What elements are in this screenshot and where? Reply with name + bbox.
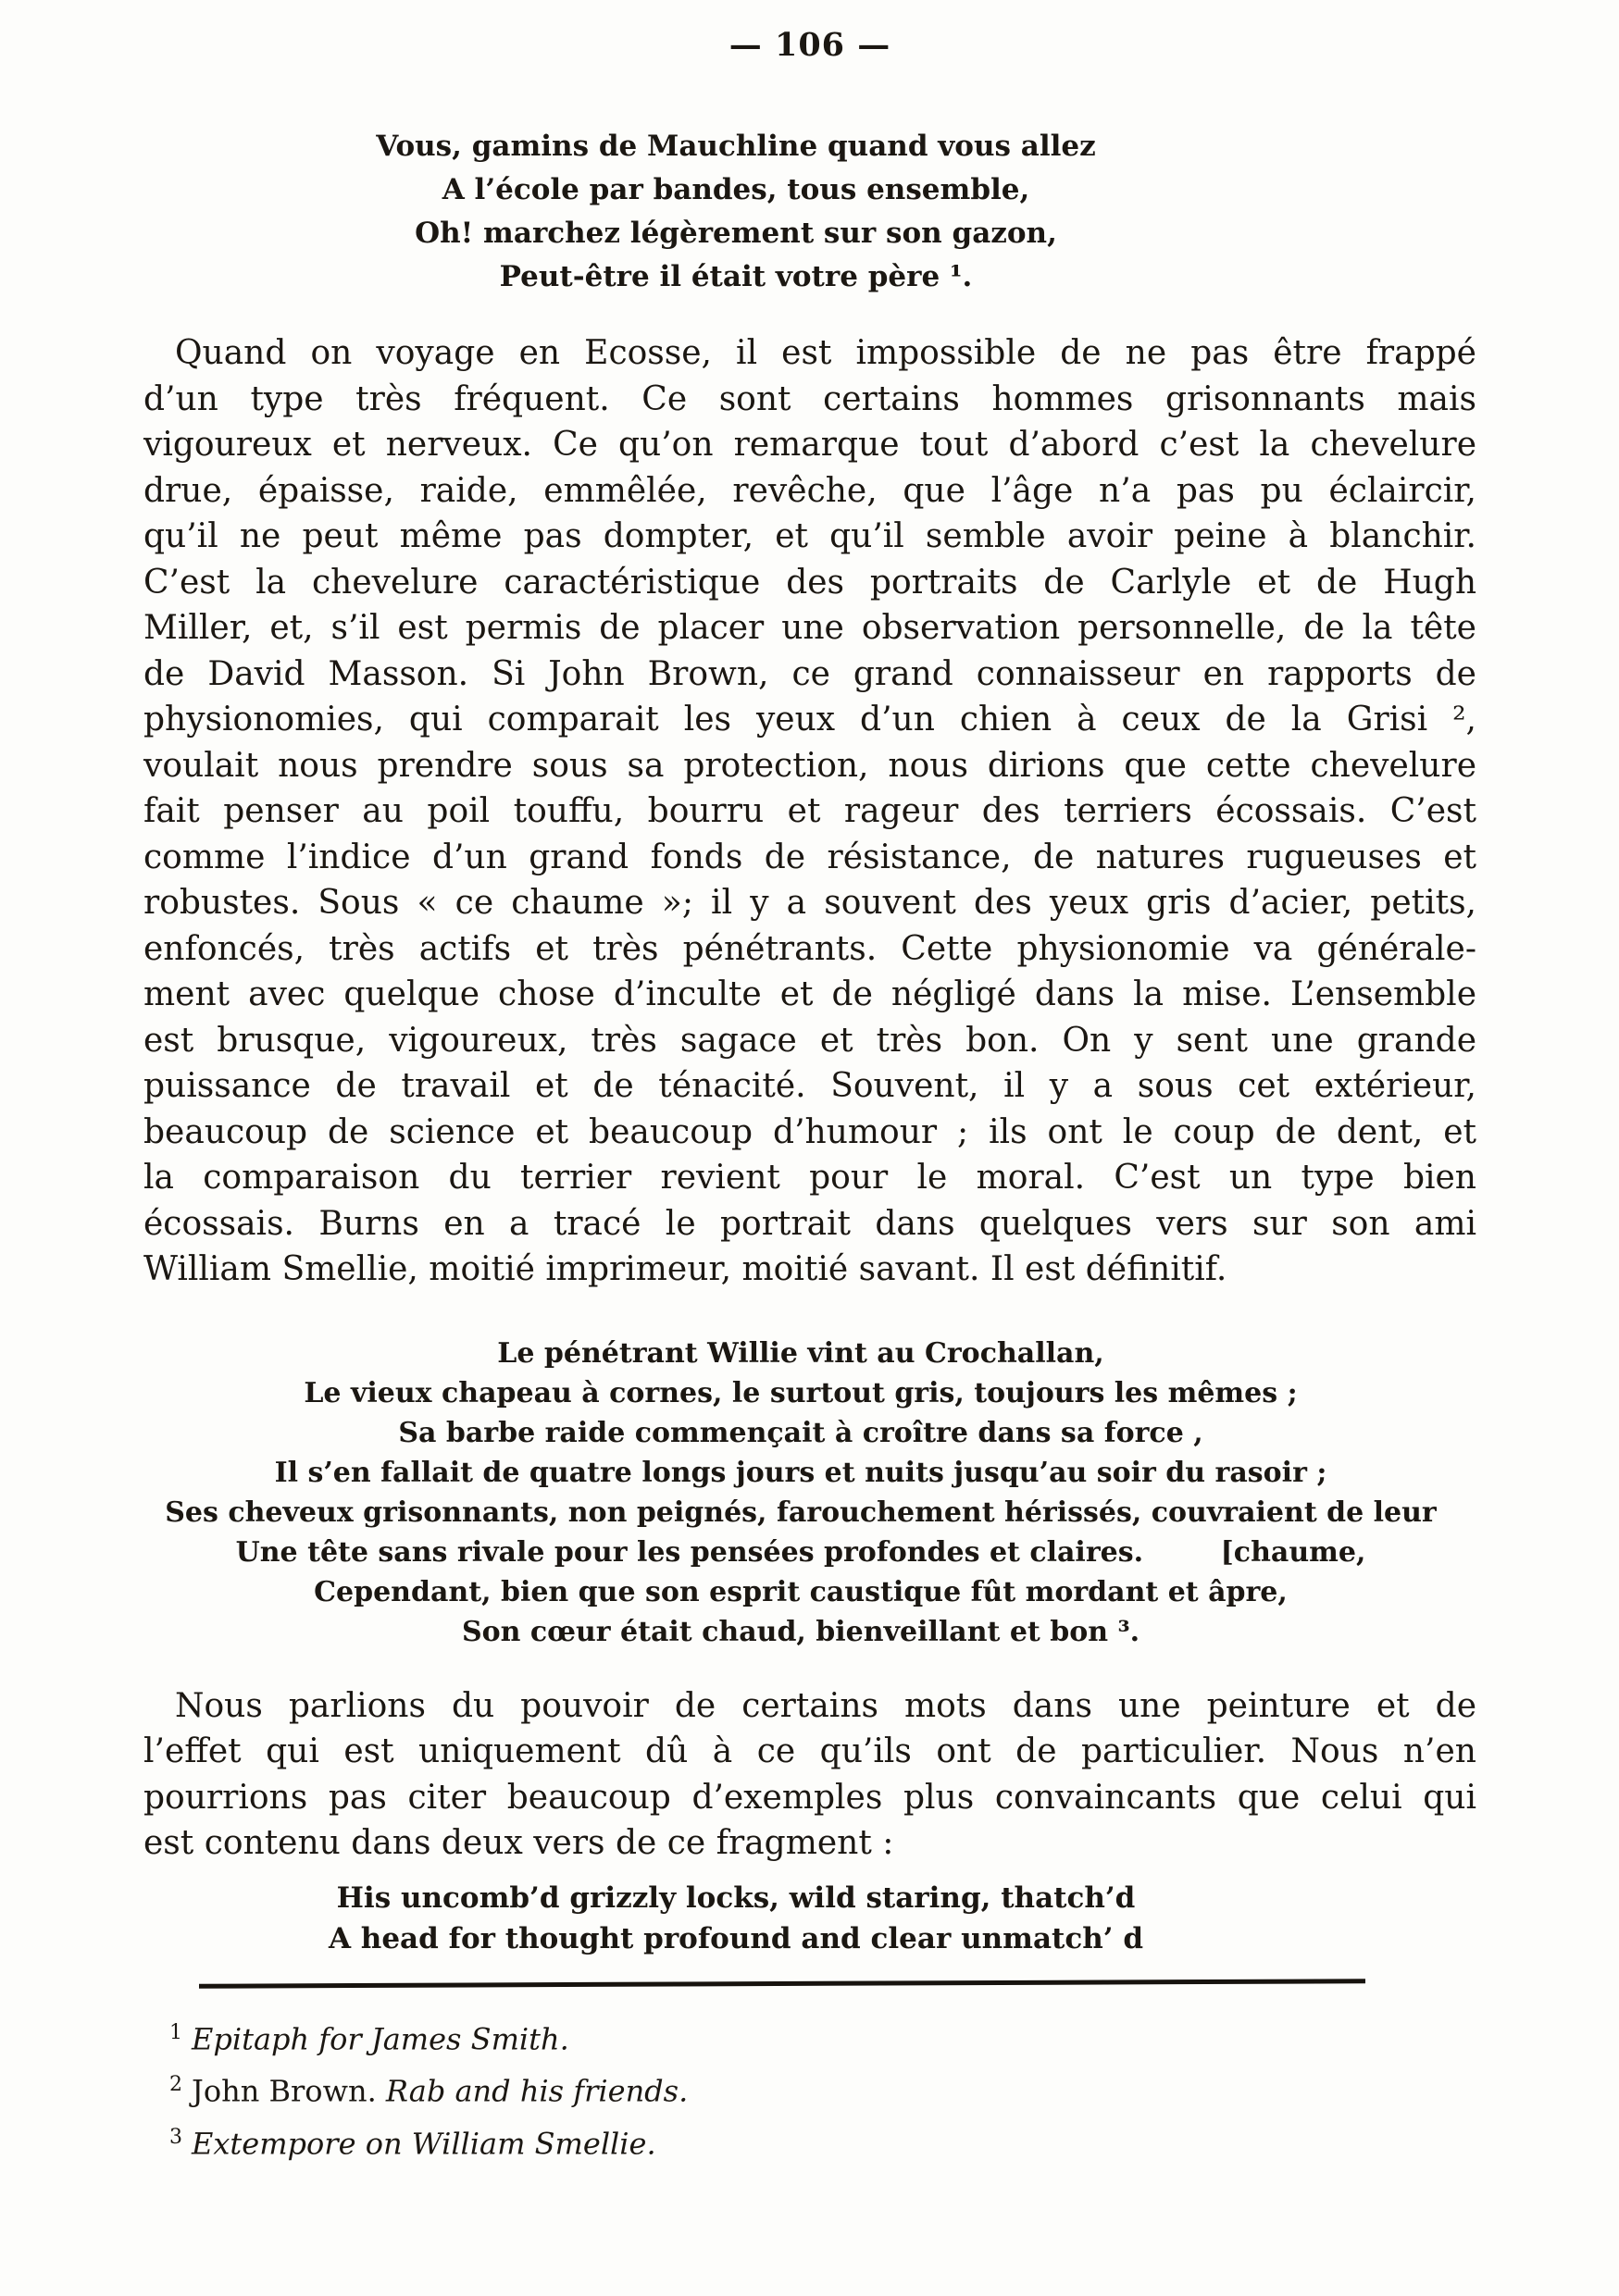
paragraph-line: comme l’indice d’un grand fonds de résistance, de natures rugueuses et bbox=[143, 838, 1476, 876]
verse-line: Une tête sans rivale pour les pensées profondes et claires. [chaume, bbox=[235, 1535, 1366, 1569]
verse-epitaph-french bbox=[143, 125, 1328, 299]
paragraph-line: fait penser au poil touffu, bourru et rageur des terriers écossais. C’est bbox=[143, 792, 1476, 830]
footnote-3-italic-text: Extempore on William Smellie. bbox=[192, 2126, 656, 2162]
verse-line: His uncomb’d grizzly locks, wild staring, thatch’d bbox=[336, 1880, 1136, 1915]
verse-line: Sa barbe raide commençait à croître dans sa force , bbox=[398, 1416, 1203, 1449]
paragraph-line: de David Masson. Si John Brown, ce grand connaisseur en rapports de bbox=[143, 654, 1476, 693]
paragraph-line: drue, épaisse, raide, emmêlée, revêche, que l’âge n’a pas pu éclaircir, bbox=[143, 471, 1476, 510]
verse-line: Il s’en fallait de quatre longs jours et nuits jusqu’au soir du rasoir ; bbox=[274, 1456, 1327, 1489]
paragraph-line: vigoureux et nerveux. Ce qu’on remarque tout d’abord c’est la chevelure bbox=[143, 426, 1476, 464]
paragraph-line: est contenu dans deux vers de ce fragment : bbox=[143, 1824, 894, 1862]
paragraph-line: pourrions pas citer beaucoup d’exemples plus convaincants que celui qui bbox=[143, 1778, 1476, 1817]
footnote-1-marker: 1 bbox=[169, 2020, 182, 2044]
paragraph-line: d’un type très fréquent. Ce sont certains hommes grisonnants mais bbox=[143, 379, 1476, 418]
footnote-2-marker: 2 bbox=[169, 2073, 182, 2097]
verse-line: A l’école par bandes, tous ensemble, bbox=[442, 173, 1030, 206]
paragraph-line: enfoncés, très actifs et très pénétrants. Cette physionomie va générale- bbox=[143, 929, 1476, 968]
footnote-1 bbox=[169, 2010, 1476, 2063]
page-number: — 106 — bbox=[729, 26, 891, 64]
paragraph-scottish-type bbox=[143, 330, 1476, 1293]
footnote-separator-rule bbox=[199, 1979, 1365, 1988]
footnote-2-italic-text: Rab and his friends. bbox=[385, 2073, 689, 2109]
verse-line: Oh! marchez légèrement sur son gazon, bbox=[415, 217, 1057, 250]
paragraph-line: écossais. Burns en a tracé le portrait dans quelques vers sur son ami bbox=[143, 1204, 1476, 1243]
paragraph-line: l’effet qui est uniquement dû à ce qu’ils ont de particulier. Nous n’en bbox=[143, 1732, 1476, 1770]
verse-line: Le vieux chapeau à cornes, le surtout gris, toujours les mêmes ; bbox=[304, 1376, 1298, 1409]
verse-burns-french bbox=[143, 1334, 1458, 1652]
paragraph-line: est brusque, vigoureux, très sagace et très bon. On y sent une grande bbox=[143, 1021, 1476, 1060]
paragraph-line: puissance de travail et de ténacité. Souvent, il y a sous cet extérieur, bbox=[143, 1067, 1476, 1105]
paragraph-line: qu’il ne peut même pas dompter, et qu’il semble avoir peine à blanchir. bbox=[143, 517, 1476, 555]
verse-line: Ses cheveux grisonnants, non peignés, farouchement hérissés, couvraient de leur bbox=[165, 1496, 1437, 1529]
paragraph-line: William Smellie, moitié imprimeur, moitié savant. Il est définitif. bbox=[143, 1250, 1227, 1288]
paragraph-line: robustes. Sous « ce chaume »; il y a souvent des yeux gris d’acier, petits, bbox=[143, 884, 1476, 922]
verse-burns-english bbox=[143, 1878, 1328, 1959]
verse-line: Peut-être il était votre père ¹. bbox=[499, 260, 973, 293]
paragraph-line: la comparaison du terrier revient pour le moral. C’est un type bien bbox=[143, 1159, 1476, 1197]
footnote-3 bbox=[169, 2115, 1476, 2167]
footnote-3-marker: 3 bbox=[169, 2125, 182, 2149]
paragraph-power-of-words bbox=[143, 1683, 1476, 1867]
paragraph-line: beaucoup de science et beaucoup d’humour ; ils ont le coup de dent, et bbox=[143, 1112, 1476, 1151]
verse-line: Son cœur était chaud, bienveillant et bon ³. bbox=[461, 1615, 1140, 1648]
paragraph-line: Nous parlions du pouvoir de certains mots dans une peinture et de bbox=[175, 1686, 1476, 1725]
verse-line: A head for thought profound and clear unmatch’ d bbox=[328, 1921, 1144, 1955]
paragraph-line: physionomies, qui comparait les yeux d’un chien à ceux de la Grisi ², bbox=[143, 701, 1476, 738]
verse-line: Le pénétrant Willie vint au Crochallan, bbox=[497, 1336, 1104, 1370]
paragraph-line: ment avec quelque chose d’inculte et de négligé dans la mise. L’ensemble bbox=[143, 975, 1476, 1013]
verse-line: Cependant, bien que son esprit caustique fût mordant et âpre, bbox=[314, 1575, 1288, 1608]
footnote-2-roman-text: John Brown. bbox=[192, 2073, 386, 2109]
paragraph-line: Miller, et, s’il est permis de placer une observation personnelle, de la tête bbox=[143, 609, 1476, 647]
paragraph-line: C’est la chevelure caractéristique des portraits de Carlyle et de Hugh bbox=[143, 563, 1476, 602]
paragraph-line: voulait nous prendre sous sa protection, nous dirions que cette chevelure bbox=[143, 746, 1476, 785]
paragraph-line: Quand on voyage en Ecosse, il est impossible de ne pas être frappé bbox=[175, 334, 1476, 372]
footnote-1-italic-text: Epitaph for James Smith. bbox=[192, 2021, 569, 2057]
footnotes-block bbox=[143, 2010, 1476, 2167]
verse-line: Vous, gamins de Mauchline quand vous allez bbox=[376, 130, 1096, 163]
footnote-2 bbox=[169, 2062, 1476, 2115]
